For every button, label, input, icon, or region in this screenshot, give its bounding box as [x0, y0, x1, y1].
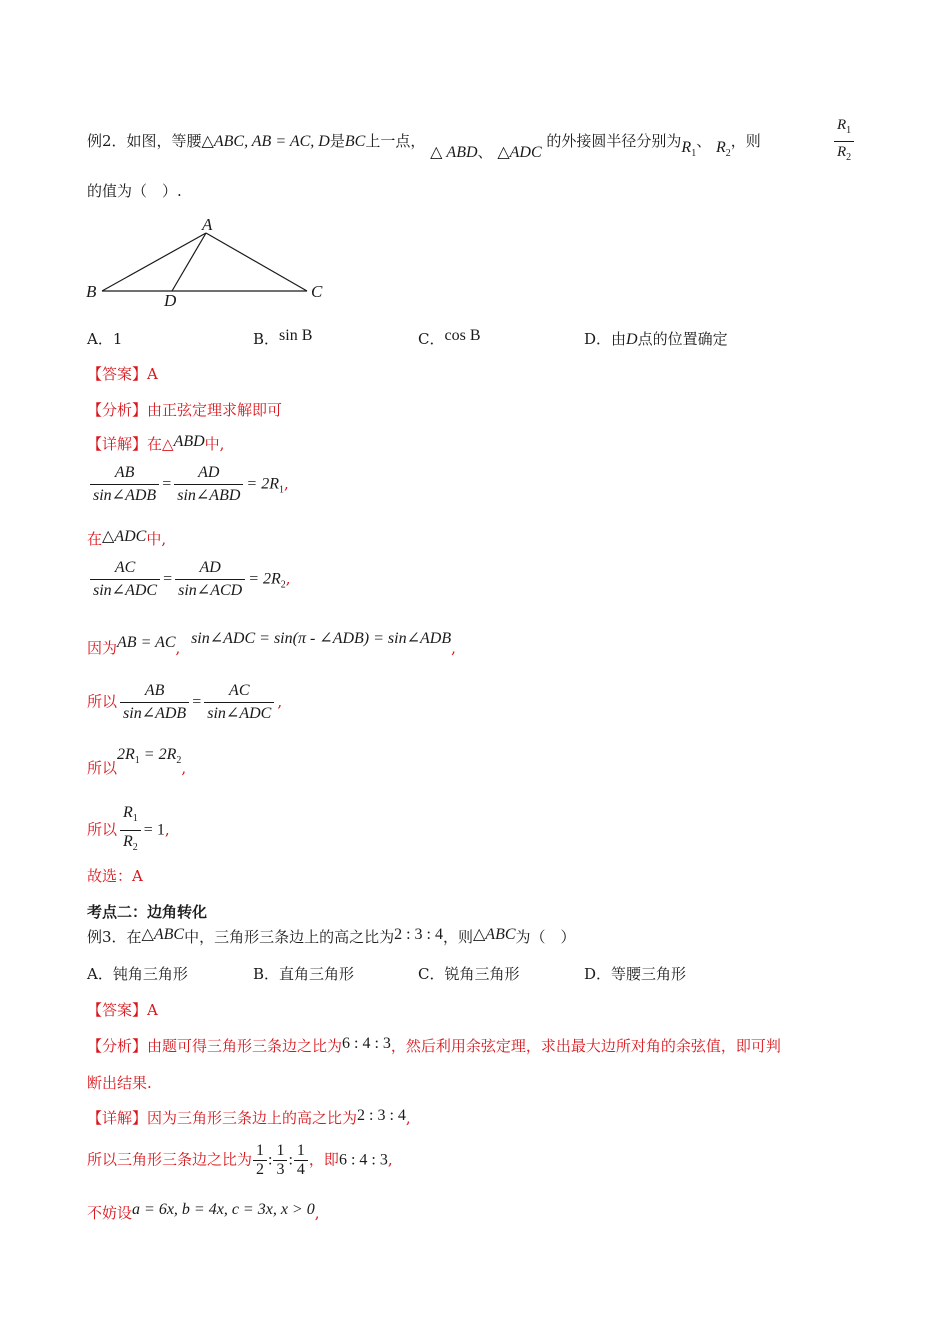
ex3-answer: 【答案】A	[87, 1001, 158, 1019]
ex2-is: 是	[329, 132, 345, 150]
so1-frac1	[120, 680, 189, 725]
label-a: A	[202, 215, 213, 234]
ex2-in-adc	[87, 529, 166, 550]
so3-den: R	[123, 833, 133, 850]
eq2-end: ,	[285, 569, 291, 588]
eq1-n1: AB	[90, 462, 159, 485]
ex3-head: 例3．在	[87, 928, 142, 946]
colon1: :	[268, 1151, 273, 1169]
label-b: B	[86, 282, 97, 301]
colon2: :	[288, 1151, 293, 1169]
ex2-detail	[87, 434, 224, 455]
ex2-triangle: △ABC, AB = AC, D	[201, 133, 330, 150]
ex2-answer: 【答案】A	[87, 365, 158, 383]
ex3-question	[87, 927, 576, 948]
ex3-assume-label: 不妨设	[87, 1204, 133, 1222]
ex2-head: 例2．如图，等腰	[87, 132, 202, 150]
so1-n2: AC	[204, 680, 274, 703]
f2n: 1	[276, 1142, 285, 1159]
eq2-d2: sin∠ACD	[178, 582, 243, 599]
opt-c-math: cos B	[444, 327, 481, 344]
ex3-assume-math: a = 6x, b = 4x, c = 3x, x > 0	[132, 1201, 315, 1218]
because-eq: AB = AC	[117, 634, 176, 651]
ex3-option-a: A．钝角三角形	[87, 965, 188, 983]
ex2-option-a: A．1	[87, 330, 123, 348]
ex3-assume-end: ,	[314, 1204, 320, 1222]
ex2-dun2: 、	[696, 132, 712, 150]
ex3-detail	[87, 1108, 411, 1129]
eq2-frac1	[90, 557, 160, 602]
ex2-option-d	[584, 329, 728, 350]
ex2-frac-den: R	[837, 144, 847, 160]
ex3-assume	[87, 1203, 320, 1224]
eq1-r: = 2R	[246, 475, 279, 493]
so1-end: ,	[277, 692, 283, 711]
so1-n1: AB	[120, 680, 189, 703]
so3-label: 所以	[87, 820, 118, 839]
ex2-r2: R	[716, 139, 726, 156]
ex3-so-a: 所以三角形三条边之比为	[87, 1150, 253, 1169]
detail-in: 在△	[147, 435, 174, 453]
eq1-end: ,	[283, 474, 289, 493]
ex2-frac-num: R	[837, 117, 847, 133]
f3d: 4	[294, 1160, 308, 1179]
eq1-frac2	[174, 462, 243, 507]
ex3-option-d: D．等腰三角形	[584, 965, 687, 983]
ex2-option-c	[418, 329, 480, 350]
eq1-frac1	[90, 462, 159, 507]
in2-tri: △ADC	[102, 528, 147, 545]
ex3-detail-ratio: 2 : 3 : 4	[357, 1107, 406, 1124]
frac-quarter	[294, 1142, 308, 1179]
so3	[87, 802, 170, 859]
ex2-option-b	[253, 329, 312, 350]
eq2-n1: AC	[90, 557, 160, 580]
segment-ac	[206, 233, 307, 291]
so1-d1: sin∠ADB	[123, 705, 187, 722]
ex3-analysis-ratio: 6 : 4 : 3	[342, 1035, 391, 1052]
frac-third	[273, 1142, 287, 1179]
ex3-analysis	[87, 1036, 781, 1057]
because-comma2: ,	[451, 639, 456, 657]
detail-zhong: 中,	[204, 435, 225, 453]
eq2-r: = 2R	[248, 570, 281, 588]
opt-c-prefix: C．	[418, 330, 445, 348]
ex3-option-b: B．直角三角形	[253, 965, 355, 983]
ex3-tri2: △ABC	[473, 926, 516, 943]
because: 因为	[87, 639, 118, 657]
ex2-analysis: 【分析】由正弦定理求解即可	[87, 401, 283, 419]
segment-ad	[172, 233, 206, 291]
ex3-analysis-a: 【分析】由题可得三角形三条边之比为	[87, 1037, 343, 1055]
label-d: D	[164, 291, 177, 310]
so1-label: 所以	[87, 692, 118, 711]
opt-b-prefix: B．	[253, 330, 280, 348]
ex3-mid: 中，三角形三条边上的高之比为	[184, 928, 395, 946]
ex2-because	[87, 630, 456, 657]
f1n: 1	[256, 1142, 265, 1159]
f3n: 1	[296, 1142, 305, 1159]
ex3-tri: △ABC	[141, 926, 185, 943]
ex3-tail: 为（ ）	[515, 928, 576, 946]
ex3-analysis-b: ，然后利用余弦定理，求出最大边所对角的余弦值，即可判	[390, 1037, 781, 1055]
ex3-so-ratio: 6 : 4 : 3	[338, 1151, 388, 1169]
in2-zhong: 中,	[146, 530, 167, 548]
so1-d2: sin∠ADC	[207, 705, 272, 722]
because-sin: sin∠ADC = sin(π - ∠ADB) = sin∠ADB	[191, 630, 452, 647]
eq1-n2: AD	[174, 462, 243, 485]
so3-frac: $\frac{R_1}{R_2}$	[120, 802, 141, 859]
opt-d-var: D	[626, 331, 638, 348]
eq1-d2: sin∠ABD	[177, 487, 241, 504]
ex3-so-end: ,	[387, 1150, 393, 1169]
so3-num: R	[123, 804, 133, 821]
ex3-so	[87, 1142, 393, 1179]
ex3-detail-a: 【详解】因为三角形三条边上的高之比为	[87, 1109, 358, 1127]
kd2-title: 考点二：边角转化	[87, 903, 208, 921]
opt-d-suffix: 点的位置确定	[637, 330, 728, 348]
so2-eq: 2R	[117, 746, 135, 763]
ex2-ratio-fraction: $R_1$ $R_2$	[834, 115, 854, 168]
triangle-figure	[82, 212, 332, 312]
ex2-dun: 、	[477, 143, 493, 161]
ex2-comma: ，	[730, 132, 746, 150]
frac-half	[253, 1142, 267, 1179]
ex3-so-ji: ，即	[308, 1150, 339, 1169]
ex2-point: 上一点，	[365, 132, 426, 150]
ex2-question-line1: 例2．如图，等腰△ABC, AB = AC, D是BC上一点， △ ABD、 △ADC 的外接圆半径分别为$R_1$、 $R_2$，则	[87, 132, 761, 161]
eq2: $\frac{AC}{\text{sin∠ADC}}$ = $\frac{AD}{\text{sin∠ACD}}$ = $2R_2$,	[87, 557, 291, 602]
so1: 所以 $\frac{AB}{\text{sin∠ADB}}$ = $\frac{AC}{\text{sin∠ADC}}$ ,	[87, 680, 282, 725]
so3-end: ,	[164, 820, 170, 839]
so2: 所以$2R_1 = 2R_2$,	[87, 746, 187, 777]
ex3-analysis-line2: 断出结果.	[87, 1074, 152, 1092]
f2d: 3	[273, 1160, 287, 1179]
so2-end: ,	[181, 759, 187, 777]
so2-mid: = 2R	[139, 746, 177, 763]
ex2-abd: △ ABD	[430, 144, 478, 161]
ex2-r1: R	[681, 139, 692, 156]
eq2-frac2	[175, 557, 245, 602]
eq1-d1: sin∠ADB	[93, 487, 157, 504]
segment-ab	[102, 233, 206, 291]
because-comma: ,	[175, 639, 181, 657]
ex2-bc: BC	[344, 133, 366, 150]
opt-b-math: sin B	[279, 327, 313, 344]
opt-d-prefix: D．由	[584, 330, 627, 348]
ex2-ze: 则	[745, 132, 761, 150]
so2-label: 所以	[87, 759, 118, 777]
eq2-d1: sin∠ADC	[93, 582, 158, 599]
eq2-n2: AD	[175, 557, 245, 580]
so3-r: = 1	[143, 821, 165, 839]
ex3-then: ，则	[442, 928, 473, 946]
in2: 在	[87, 530, 103, 548]
detail-abd: ABD	[173, 433, 205, 450]
ex2-adc: △ADC	[497, 144, 542, 161]
ex2-mid: 的外接圆半径分别为	[546, 132, 682, 150]
eq1: $\frac{AB}{\text{sin∠ADB}}$ = $\frac{AD}{\text{sin∠ABD}}$ = $2R_1$,	[87, 462, 289, 507]
so1-frac2	[204, 680, 274, 725]
ex3-detail-end: ,	[405, 1109, 411, 1127]
ex3-ratio: 2 : 3 : 4	[394, 926, 443, 943]
label-c: C	[311, 282, 323, 301]
detail-label: 【详解】	[87, 435, 148, 453]
ex2-question-line2: 的值为（ ）.	[87, 182, 182, 200]
f1d: 2	[253, 1160, 267, 1179]
ex3-option-c: C．锐角三角形	[418, 965, 520, 983]
ex2-final: 故选：A	[87, 867, 143, 885]
